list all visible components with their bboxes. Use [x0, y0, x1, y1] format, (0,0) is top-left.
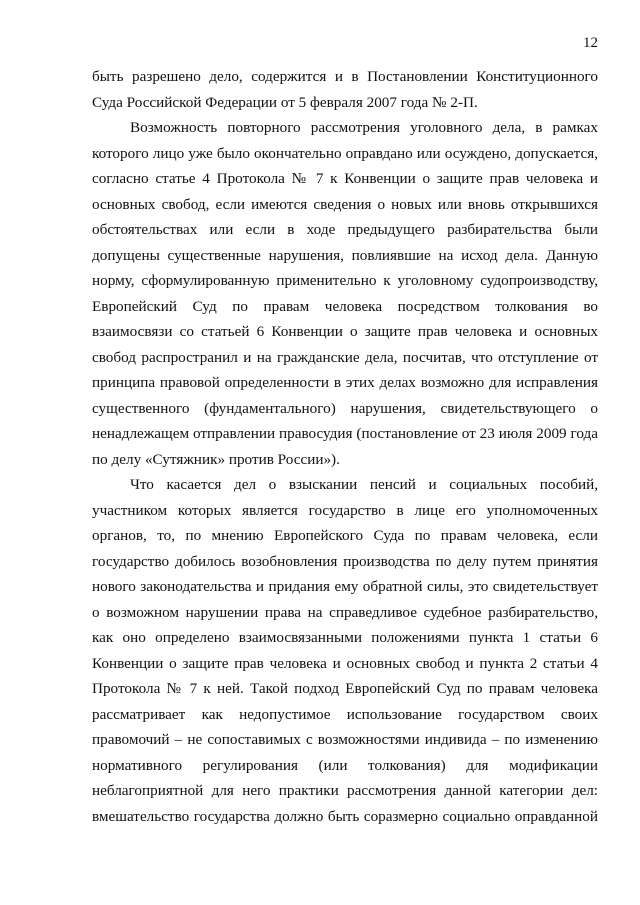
document-body [92, 64, 598, 829]
paragraph-pension-cases: Что касается дел о взыскании пенсий и социальных пособий, участником которых является государство в лице его уполномоченных органов, то, по мнению Европейского Суда по правам человека, если государство добилось возобновления производства по делу путем принятия нового законодательства и придания ему обратной силы, это свидетельствует о возможном нарушении права на справедливое судебное разбирательство, как оно определено взаимосвязанными положениями пункта 1 статьи 6 Конвенции о защите прав человека и основных свобод и пункта 2 статьи 4 Протокола № 7 к ней. Такой подход Европейский Суд по правам человека рассматривает как недопустимое использование государством своих правомочий – не сопоставимых с возможностями индивида – по изменению нормативного регулирования (или толкования) для модификации неблагоприятной для него практики рассмотрения данной категории дел: вмешательство государства должно быть соразмерно социально оправданной [92, 476, 598, 825]
paragraph-retrial-criminal-case: Возможность повторного рассмотрения уголовного дела, в рамках которого лицо уже было окончательно оправдано или осуждено, допускается, согласно статье 4 Протокола № 7 к Конвенции о защите прав человека и основных свобод, если имеются сведения о новых или вновь открывшихся обстоятельствах или если в ходе предыдущего разбирательства были допущены существенные нарушения, повлиявшие на исход дела. Данную норму, сформулированную применительно к уголовному судопроизводству, Европейский Суд по правам человека посредством толкования во взаимосвязи со статьей 6 Конвенции о защите прав человека и основных свобод распространил и на гражданские дела, посчитав, что отступление от принципа правовой определенности в этих делах возможно для исправления существенного (фундаментального) нарушения, свидетельствующего о ненадлежащем отправлении правосудия (постановление от 23 июля 2009 года по делу «Сутяжник» против России»). [92, 119, 598, 468]
page-number: 12 [583, 35, 598, 51]
paragraph-continuation: быть разрешено дело, содержится и в Постановлении Конституционного Суда Российской Федерации от 5 февраля 2007 года № 2-П. [92, 68, 598, 111]
